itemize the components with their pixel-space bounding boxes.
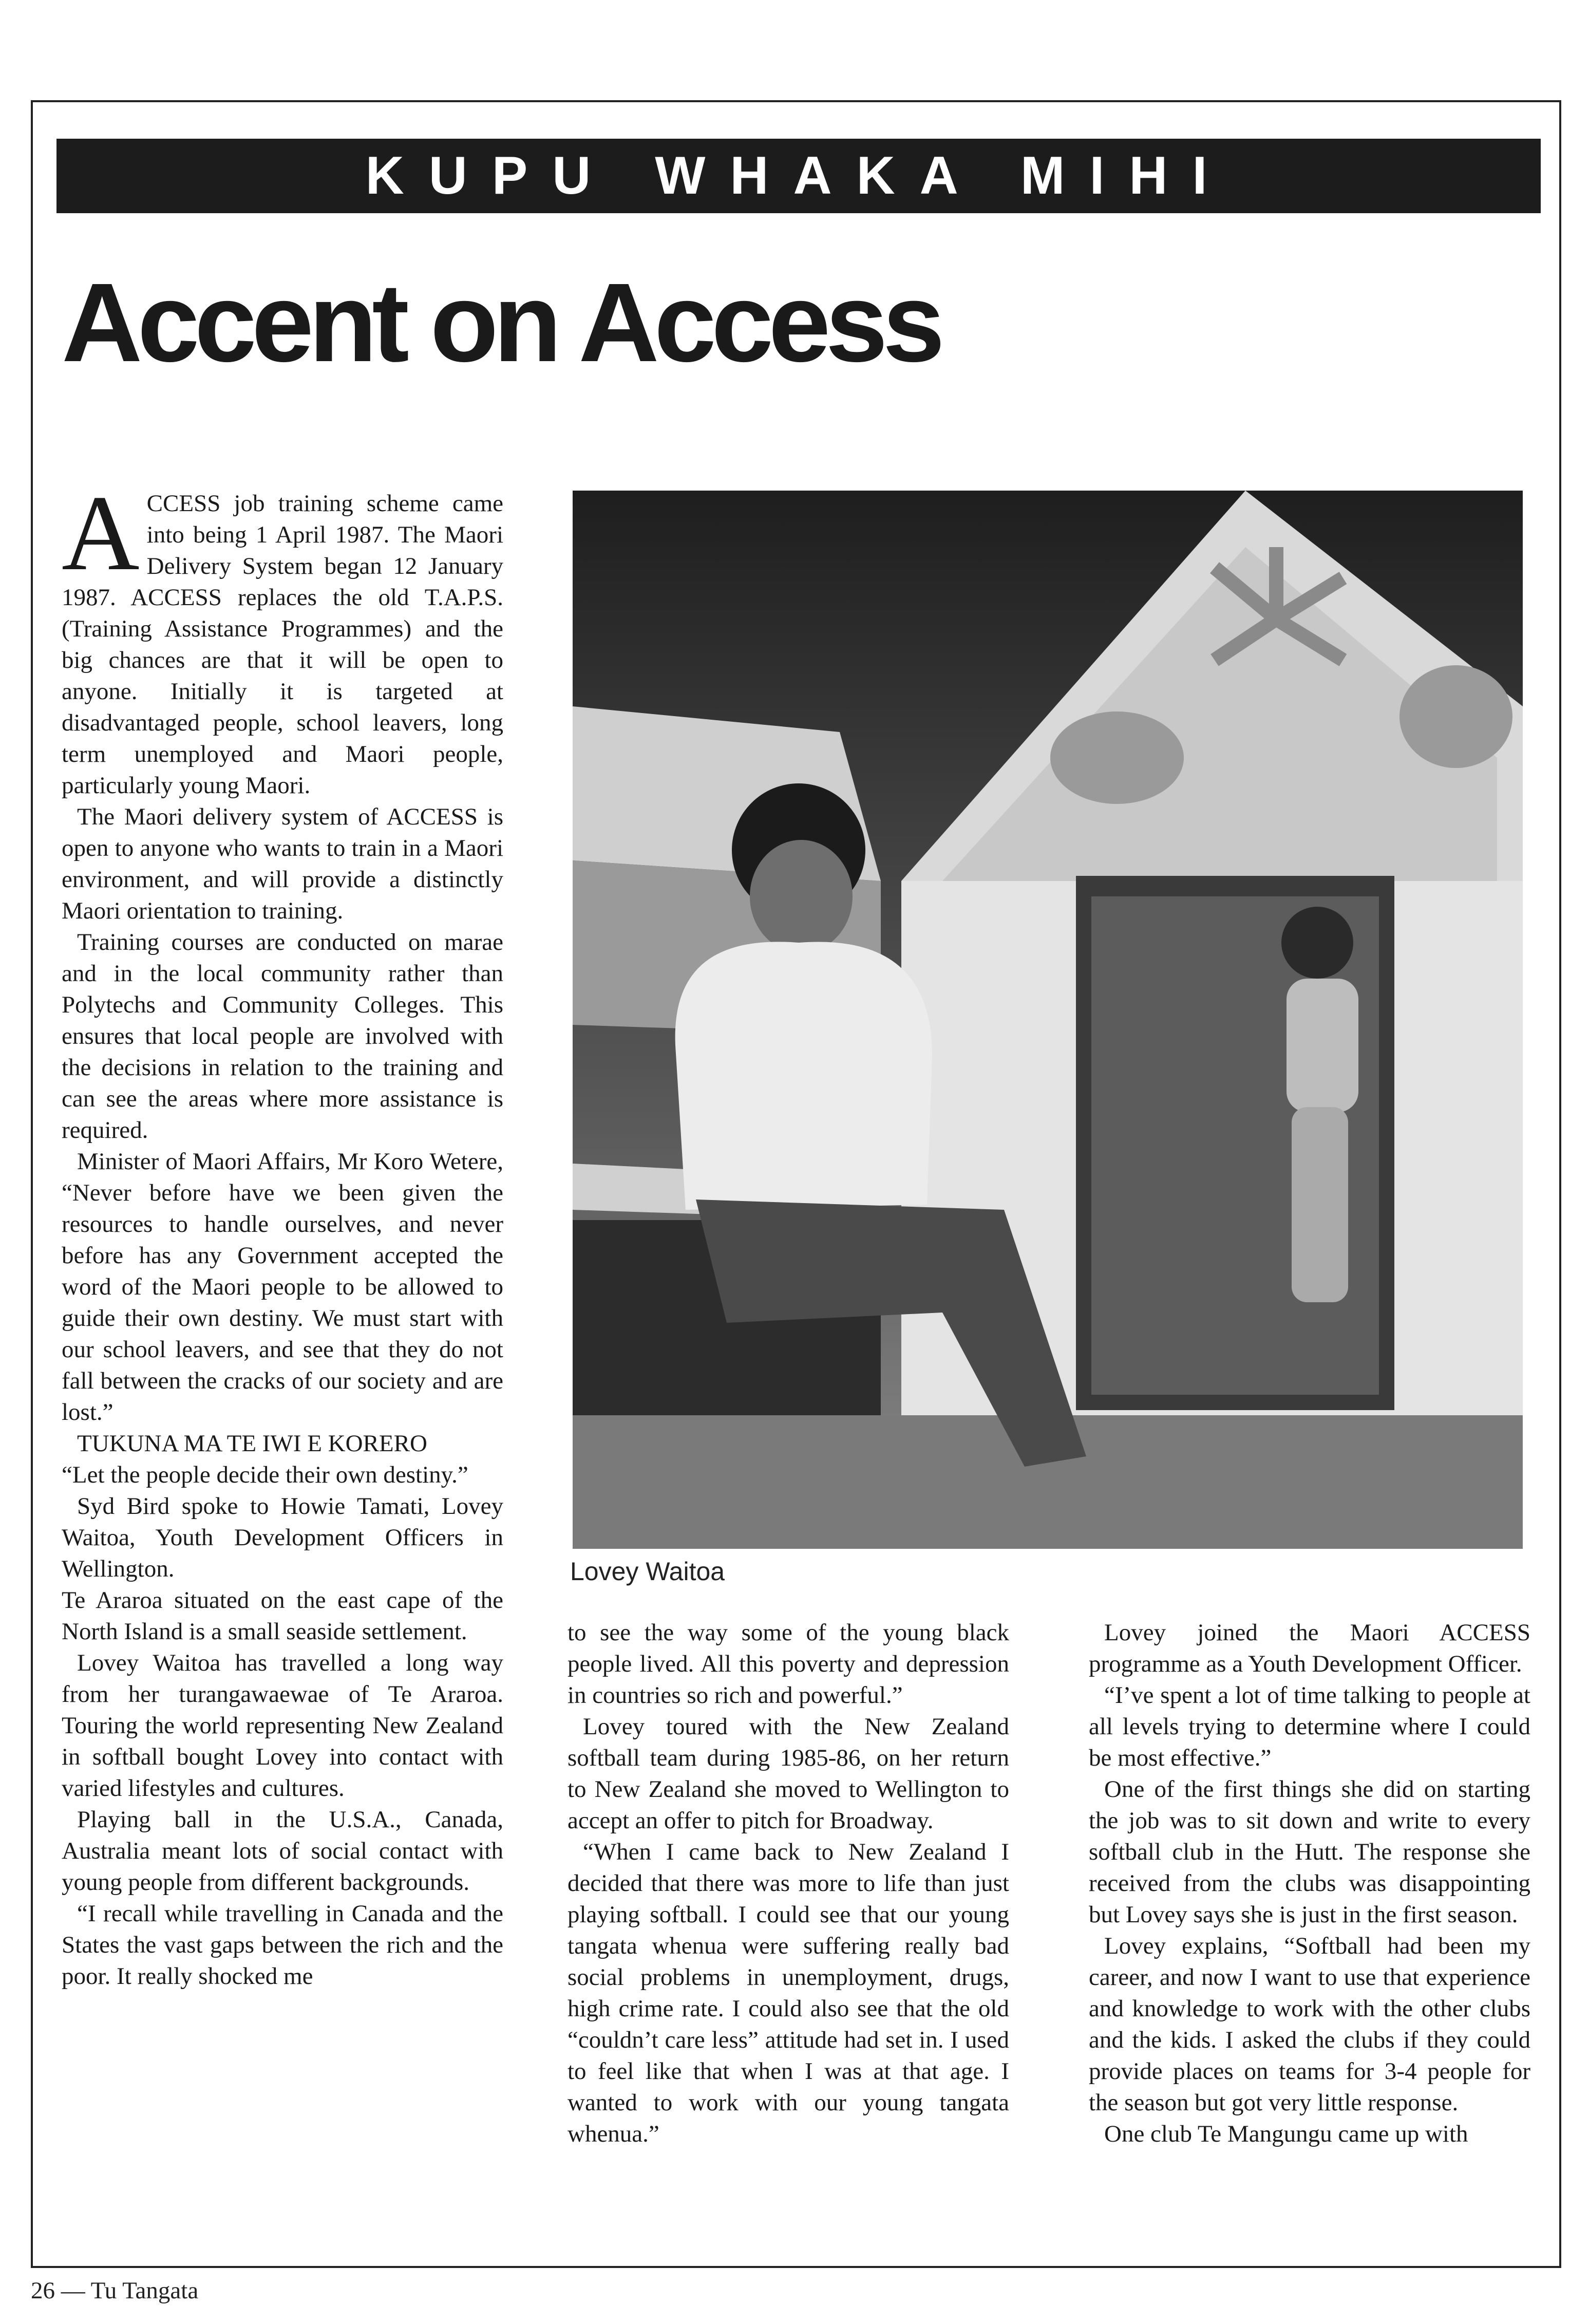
paragraph: Minister of Maori Affairs, Mr Koro Wetere, “Never before have we been given the resources to handle ourselves, and never before has any Government accepted the word of the Maori people to be allowed to guide their own destiny. We must start with our school leavers, and see that they do not fall between the cracks of our society and are lost.” — [62, 1148, 503, 1426]
subheading: TUKUNA MA TE IWI E KORERO — [77, 1430, 427, 1457]
article-column-3 — [1089, 1617, 1530, 2150]
photo-caption: Lovey Waitoa — [570, 1557, 725, 1586]
paragraph: Lovey toured with the New Zealand softball team during 1985-86, on her return to New Zealand she moved to Wellington to accept an offer to pitch for Broadway. — [568, 1713, 1009, 1834]
drop-cap: A — [62, 474, 140, 593]
page-footer: 26 — Tu Tangata — [31, 2277, 199, 2304]
section-banner — [56, 139, 1541, 213]
paragraph: “Let the people decide their own destiny.” — [62, 1461, 468, 1488]
paragraph: Lovey Waitoa has travelled a long way from her turangawaewae of Te Araroa. Touring the world representing New Zealand in softball bought Lovey into contact with varied lifestyles and cultures. — [62, 1650, 503, 1802]
painted-elephant — [1050, 711, 1184, 804]
article-column-1 — [62, 474, 503, 1992]
section-banner-text: KUPU WHAKA MIHI — [365, 146, 1232, 205]
photo-illustration — [573, 491, 1523, 1549]
article-photo — [573, 491, 1523, 1549]
paragraph: One club Te Mangungu came up with — [1104, 2121, 1468, 2147]
paragraph: Lovey joined the Maori ACCESS programme as a Youth Development Officer. — [1089, 1619, 1530, 1677]
paragraph: ACCESS job training scheme came into being 1 April 1987. The Maori Delivery System began 12 January 1987. ACCESS replaces the old T.A.P.S. (Training Assistance Programmes) and the big chances are that it will be open to anyone. Initially it is targeted at disadvantaged people, school leavers, long term unemployed and Maori people, particularly young Maori. — [62, 474, 503, 799]
painted-elephant — [1399, 665, 1512, 768]
paragraph: Syd Bird spoke to Howie Tamati, Lovey Waitoa, Youth Development Officers in Wellington. — [62, 1493, 503, 1582]
paragraph: Lovey explains, “Softball had been my career, and now I want to use that experience and knowledge to work with the other clubs and the kids. I asked the clubs if they could provide places on teams for 3-4 people for the season but got very little response. — [1089, 1933, 1530, 2116]
paragraph: “When I came back to New Zealand I decided that there was more to life than just playing softball. I could see that our young tangata whenua were suffering really bad social problems in unemployment, drugs, high crime rate. I could also see that the old “couldn’t care less” attitude had set in. I used to feel like that when I was at that age. I wanted to work with our young tangata whenua.” — [568, 1839, 1009, 2147]
article-column-2 — [568, 1617, 1009, 2150]
paragraph: “I’ve spent a lot of time talking to people at all levels trying to determine where I could be most effective.” — [1089, 1682, 1530, 1771]
paragraph: Training courses are conducted on marae and in the local community rather than Polytechs and Community Colleges. This ensures that local people are involved with the decisions in relation to the training and can see the areas where more assistance is required. — [62, 929, 503, 1144]
paragraph: Playing ball in the U.S.A., Canada, Australia meant lots of social contact with young people from different backgrounds. — [62, 1806, 503, 1896]
paragraph: Te Araroa situated on the east cape of the North Island is a small seaside settlement. — [62, 1587, 503, 1645]
paragraph: to see the way some of the young black people lived. All this poverty and depression in countries so rich and powerful.” — [568, 1619, 1009, 1709]
paragraph: The Maori delivery system of ACCESS is open to anyone who wants to train in a Maori environment, and will provide a distinctly Maori orientation to training. — [62, 803, 503, 924]
paragraph: One of the first things she did on starting the job was to sit down and write to every softball club in the Hutt. The response she received from the clubs was disappointing but Lovey says she is just in the first season. — [1089, 1776, 1530, 1928]
child-figure — [1281, 907, 1353, 979]
article-headline: Accent on Access — [62, 260, 940, 385]
paragraph: “I recall while travelling in Canada and the States the vast gaps between the rich and the poor. It really shocked me — [62, 1900, 503, 1990]
